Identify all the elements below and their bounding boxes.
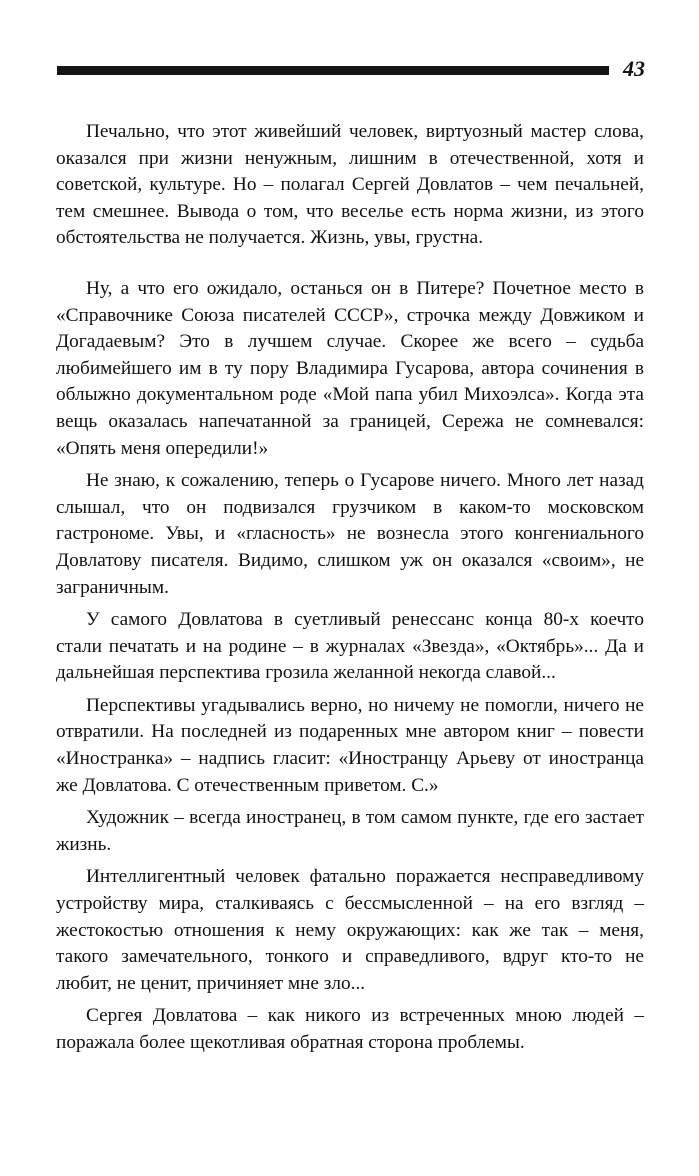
running-header: [57, 56, 645, 82]
paragraph: Интеллигентный человек фатально поражается несправедливому устройству мира, сталкиваясь с бессмысленной – на его взгляд – жестокостью отношения к нему окружающих: как же так – меня, такого замечательного, тонкого и справедливого, вдруг кто-то не любит, не ценит, причиняет мне зло...: [56, 866, 644, 994]
body-text: [56, 119, 644, 1057]
paragraph: Печально, что этот живейший человек, виртуозный мастер слова, оказался при жизни ненужным, лишним в отечественной, хотя и советской, культуре. Но – полагал Сергей Довлатов – чем печальней, тем смешнее. Вывода о том, что веселье есть норма жизни, из этого обстоятельства не получается. Жизнь, увы, грустна.: [56, 121, 644, 249]
header-rule: [57, 66, 609, 75]
paragraph: Перспективы угадывались верно, но ничему не помогли, ничего не отвратили. На последней из подаренных мне автором книг – повести «Иностранка» – надпись гласит: «Иностранцу Арьеву от иностранца же Довлатова. С отечественным приветом. С.»: [56, 694, 644, 796]
paragraph: Художник – всегда иностранец, в том самом пункте, где его застает жизнь.: [56, 807, 644, 855]
paragraph: Сергея Довлатова – как никого из встреченных мною людей – поражала более щекотливая обратная сторона проблемы.: [56, 1005, 644, 1053]
page-number: 43: [623, 56, 645, 81]
paragraph: Не знаю, к сожалению, теперь о Гусарове ничего. Много лет назад слышал, что он подвизался грузчиком в каком-то московском гастрономе. Увы, и «гласность» не вознесла этого конгениального Довлатову писателя. Видимо, слишком уж он оказался «своим», не заграничным.: [56, 470, 644, 598]
paragraph: Ну, а что его ожидало, останься он в Питере? Почетное место в «Справочнике Союза писателей СССР», строчка между Довжиком и Догадаевым? Это в лучшем случае. Скорее же всего – судьба любимейшего им в ту пору Владимира Гусарова, автора сочинения в облыжно документальном роде «Мой папа убил Михоэлса». Когда эта вещь оказалась напечатанной за границей, Сережа не сомневался: «Опять меня опередили!»: [56, 277, 644, 459]
paragraph: У самого Довлатова в суетливый ренессанс конца 80-х коечто стали печатать и на родине – в журналах «Звезда», «Октябрь»... Да и дальнейшая перспектива грозила желанной некогда славой...: [56, 609, 644, 684]
